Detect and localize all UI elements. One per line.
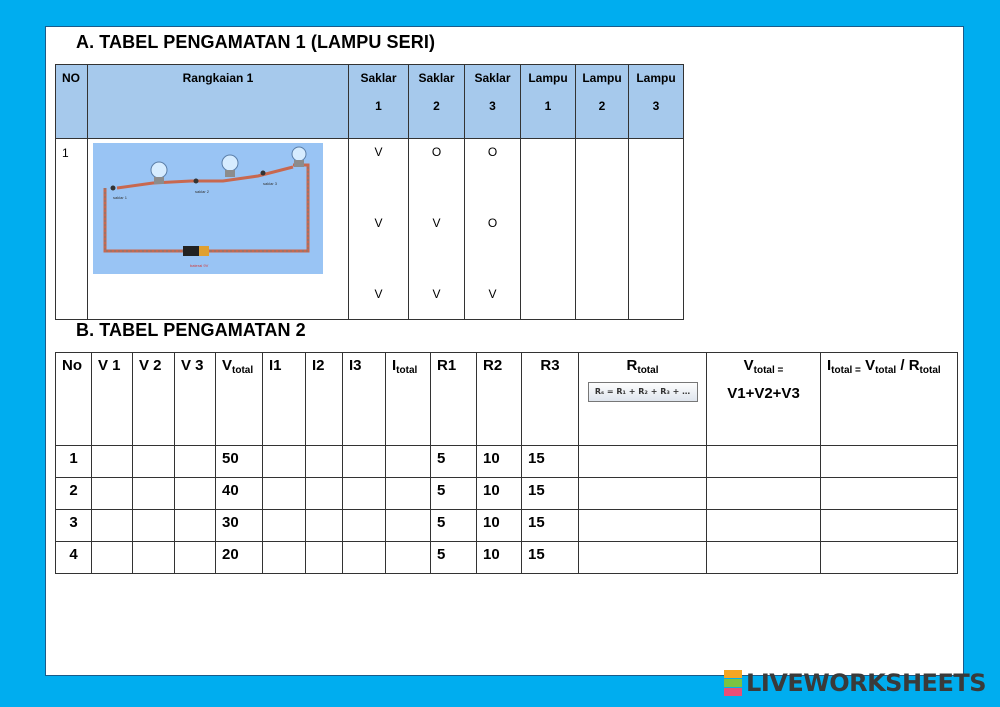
header-r1: R1: [431, 353, 477, 446]
bulb-1-icon: [151, 162, 167, 184]
itotal-input[interactable]: [386, 542, 431, 574]
header-saklar-1: Saklar 1: [349, 65, 409, 139]
header-v3: V 3: [175, 353, 216, 446]
r2-value: 10: [477, 478, 522, 510]
v3-input[interactable]: [175, 478, 216, 510]
header-no: No: [56, 353, 92, 446]
v2-input[interactable]: [133, 478, 175, 510]
row-no: 3: [56, 510, 92, 542]
liveworksheets-logo[interactable]: [724, 669, 986, 697]
itotal-calc-input[interactable]: [821, 478, 958, 510]
rtotal-input[interactable]: [579, 478, 707, 510]
i1-input[interactable]: [263, 446, 306, 478]
header-i2: I2: [306, 353, 343, 446]
svg-text:baterai 9V: baterai 9V: [190, 263, 209, 268]
header-i1: I1: [263, 353, 306, 446]
table-2-header-row: [56, 353, 958, 446]
r2-value: 10: [477, 542, 522, 574]
table-row: [56, 446, 958, 478]
v3-input[interactable]: [175, 542, 216, 574]
vtotal-sum-input[interactable]: [707, 510, 821, 542]
v2-input[interactable]: [133, 446, 175, 478]
battery-icon: [183, 246, 209, 256]
i3-input[interactable]: [343, 510, 386, 542]
header-saklar-3: Saklar 3: [465, 65, 521, 139]
r2-value: 10: [477, 446, 522, 478]
lampu-1-input[interactable]: [521, 139, 576, 320]
i2-input[interactable]: [306, 446, 343, 478]
row-no: 2: [56, 478, 92, 510]
i2-input[interactable]: [306, 542, 343, 574]
logo-text: LIVEWORKSHEETS: [746, 669, 986, 697]
vtotal-value: 30: [216, 510, 263, 542]
r1-value: 5: [431, 446, 477, 478]
header-saklar-2: Saklar 2: [409, 65, 465, 139]
vtotal-sum-input[interactable]: [707, 446, 821, 478]
table-row: [56, 542, 958, 574]
svg-text:saklar 3: saklar 3: [263, 181, 278, 186]
i3-input[interactable]: [343, 478, 386, 510]
v3-input[interactable]: [175, 510, 216, 542]
table-1-row: [56, 139, 684, 320]
header-vtotal-formula: $V_{total =}$ V1+V2+V3: [707, 353, 821, 446]
rtotal-formula-image: Rₛ = R₁ + R₂ + R₃ + …: [588, 382, 698, 402]
rtotal-input[interactable]: [579, 542, 707, 574]
saklar-2-cell: O V V: [409, 139, 465, 320]
saklar-3-cell: O O V: [465, 139, 521, 320]
v3-input[interactable]: [175, 446, 216, 478]
header-i3: I3: [343, 353, 386, 446]
rtotal-input[interactable]: [579, 446, 707, 478]
circuit-cell: [88, 139, 349, 320]
r3-value: 15: [522, 510, 579, 542]
lampu-2-input[interactable]: [576, 139, 629, 320]
table-1-header-row: [56, 65, 684, 139]
v1-input[interactable]: [92, 542, 133, 574]
table-row: [56, 478, 958, 510]
header-vtotal: $V_{total}$: [216, 353, 263, 446]
header-v1: V 1: [92, 353, 133, 446]
itotal-calc-input[interactable]: [821, 446, 958, 478]
row-no: 1: [56, 446, 92, 478]
vtotal-value: 40: [216, 478, 263, 510]
itotal-input[interactable]: [386, 446, 431, 478]
logo-mark-icon: [724, 670, 742, 696]
header-itotal-formula: $I_{total =}$ $V_{total} / R_{total}$: [821, 353, 958, 446]
observation-table-1: [55, 64, 684, 320]
vtotal-value: 20: [216, 542, 263, 574]
r2-value: 10: [477, 510, 522, 542]
i3-input[interactable]: [343, 446, 386, 478]
header-no: NO: [56, 65, 88, 139]
svg-text:saklar 1: saklar 1: [113, 195, 128, 200]
vtotal-sum-input[interactable]: [707, 478, 821, 510]
i1-input[interactable]: [263, 542, 306, 574]
i3-input[interactable]: [343, 542, 386, 574]
svg-text:saklar 2: saklar 2: [195, 189, 210, 194]
header-lampu-1: Lampu 1: [521, 65, 576, 139]
header-rangkaian: Rangkaian 1: [88, 65, 349, 139]
header-lampu-2: Lampu 2: [576, 65, 629, 139]
v2-input[interactable]: [133, 542, 175, 574]
header-itotal: $I_{total}$: [386, 353, 431, 446]
table-row: [56, 510, 958, 542]
rtotal-input[interactable]: [579, 510, 707, 542]
r3-value: 15: [522, 542, 579, 574]
bulb-3-icon: [292, 147, 306, 167]
bulb-2-icon: [222, 155, 238, 177]
vtotal-value: 50: [216, 446, 263, 478]
i2-input[interactable]: [306, 478, 343, 510]
table-a-heading: A. TABEL PENGAMATAN 1 (LAMPU SERI): [76, 32, 436, 52]
v1-input[interactable]: [92, 446, 133, 478]
row-no: 4: [56, 542, 92, 574]
r1-value: 5: [431, 478, 477, 510]
row-no: 1: [56, 139, 88, 320]
header-r2: R2: [477, 353, 522, 446]
table-b-heading: B. TABEL PENGAMATAN 2: [76, 320, 306, 340]
lampu-3-input[interactable]: [629, 139, 684, 320]
header-r3: R3: [522, 353, 579, 446]
v2-input[interactable]: [133, 510, 175, 542]
vtotal-sum-input[interactable]: [707, 542, 821, 574]
itotal-calc-input[interactable]: [821, 510, 958, 542]
saklar-1-cell: V V V: [349, 139, 409, 320]
i2-input[interactable]: [306, 510, 343, 542]
itotal-input[interactable]: [386, 478, 431, 510]
v1-input[interactable]: [92, 510, 133, 542]
r1-value: 5: [431, 510, 477, 542]
r3-value: 15: [522, 446, 579, 478]
itotal-input[interactable]: [386, 510, 431, 542]
header-v2: V 2: [133, 353, 175, 446]
itotal-calc-input[interactable]: [821, 542, 958, 574]
worksheet-page: [45, 26, 964, 676]
observation-table-2: [55, 352, 958, 574]
r1-value: 5: [431, 542, 477, 574]
header-lampu-3: Lampu 3: [629, 65, 684, 139]
v1-input[interactable]: [92, 478, 133, 510]
header-rtotal: $R_{total}$ Rₛ = R₁ + R₂ + R₃ + …: [579, 353, 707, 446]
i1-input[interactable]: [263, 510, 306, 542]
series-circuit-image: [93, 143, 323, 274]
r3-value: 15: [522, 478, 579, 510]
i1-input[interactable]: [263, 478, 306, 510]
